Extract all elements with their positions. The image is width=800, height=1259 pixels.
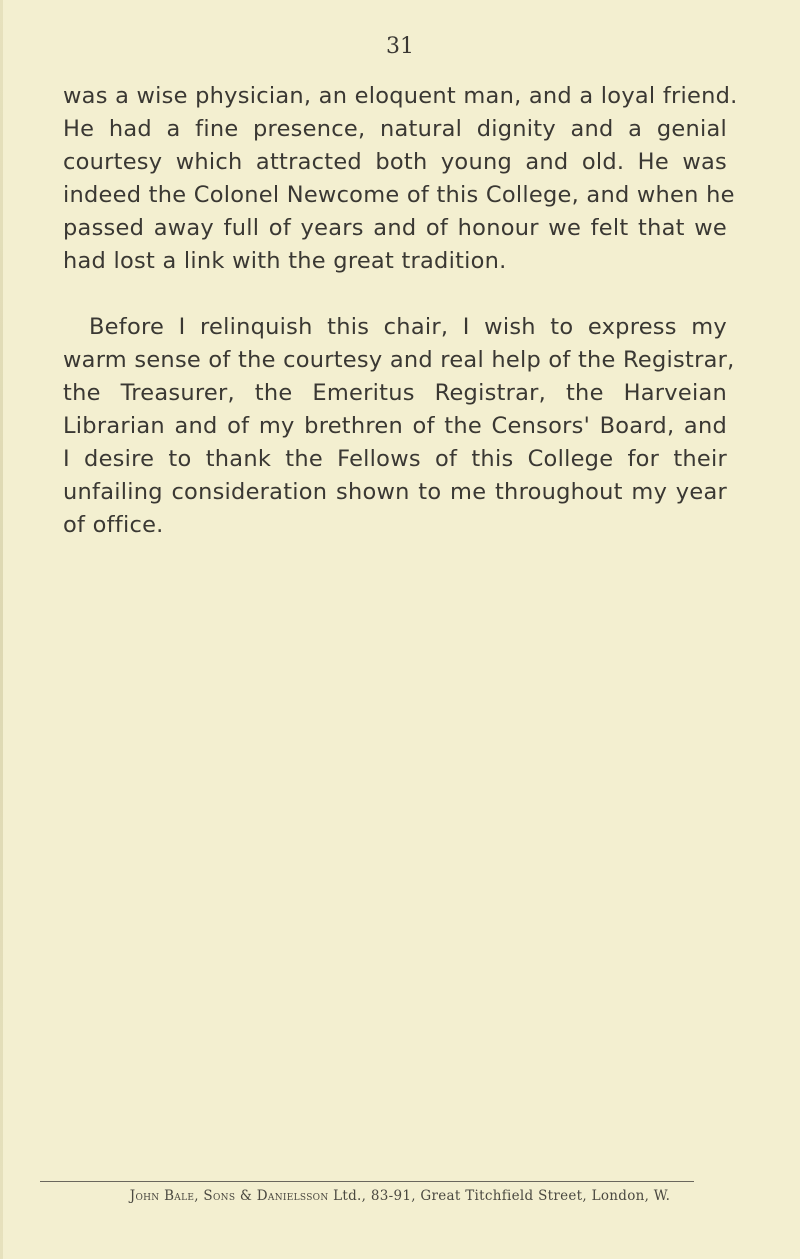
paragraph-line: unfailing consideration shown to me throughout my year [63,479,727,505]
page-number: 31 [386,34,414,59]
footer-rule [40,1181,694,1182]
paragraph-line: Librarian and of my brethren of the Censors' Board, and [63,413,727,439]
paragraph-line: warm sense of the courtesy and real help of the Registrar, [63,347,735,373]
paragraph-line: courtesy which attracted both young and old. He was [63,149,727,175]
paragraph-line: I desire to thank the Fellows of this College for their [63,446,727,472]
paragraph-1 [63,80,738,278]
paragraph-line: had lost a link with the great tradition. [63,248,507,274]
page-gutter-shadow [0,0,3,1259]
paragraph-line: was a wise physician, an eloquent man, and a loyal friend. [63,83,738,109]
paragraph-line: Before I relinquish this chair, I wish to express my [89,314,727,340]
paragraph-line: He had a fine presence, natural dignity and a genial [63,116,727,142]
paragraph-line: indeed the Colonel Newcome of this College, and when he [63,182,735,208]
paragraph-line: of office. [63,512,164,538]
printer-address: Ltd., 83-91, Great Titchfield Street, London, W. [333,1188,671,1204]
paragraph-line: the Treasurer, the Emeritus Registrar, the Harveian [63,380,727,406]
printer-imprint [0,1188,800,1204]
paragraph-2 [63,311,735,542]
printer-name: John Bale, Sons & Danielsson [129,1188,329,1204]
paragraph-line: passed away full of years and of honour we felt that we [63,215,727,241]
